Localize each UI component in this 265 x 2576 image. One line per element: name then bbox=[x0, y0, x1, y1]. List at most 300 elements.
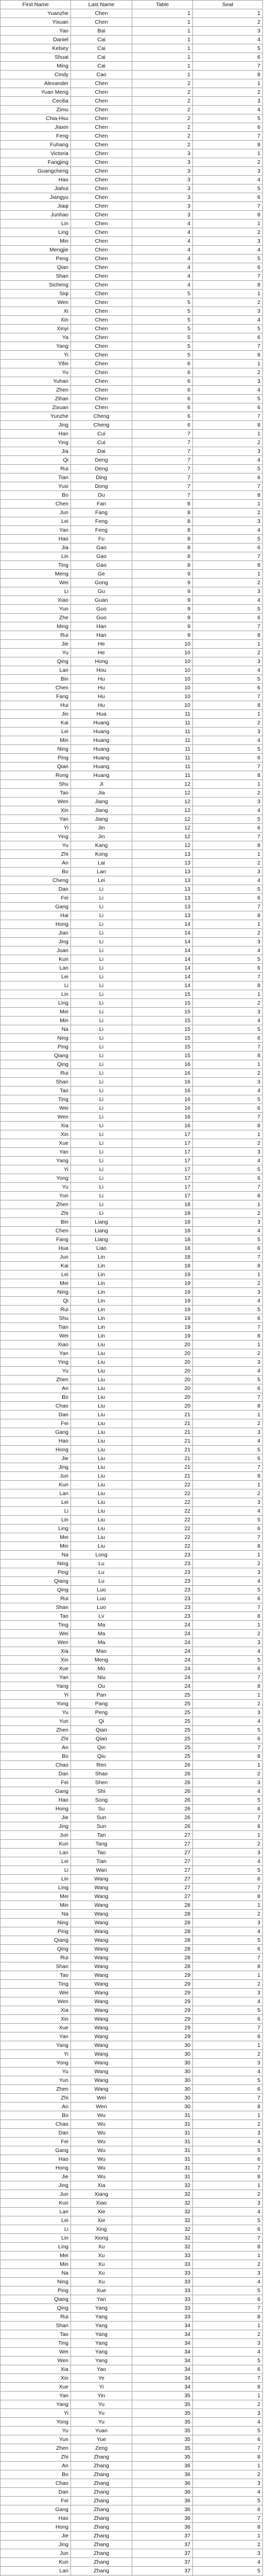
seat-number-cell[interactable]: 3 bbox=[193, 1638, 263, 1647]
table-number-cell[interactable]: 32 bbox=[132, 2225, 193, 2234]
first-name-cell[interactable]: Mei bbox=[1, 1008, 71, 1016]
seat-number-cell[interactable]: 8 bbox=[193, 2103, 263, 2111]
first-name-cell[interactable]: Tao bbox=[1, 1612, 71, 1621]
last-name-cell[interactable]: Liu bbox=[71, 1489, 132, 1498]
first-name-cell[interactable]: Shu bbox=[1, 780, 71, 789]
last-name-cell[interactable]: Chen bbox=[71, 333, 132, 342]
seat-number-cell[interactable]: 7 bbox=[193, 1743, 263, 1752]
last-name-cell[interactable]: Cheng bbox=[71, 412, 132, 421]
first-name-cell[interactable]: Yunzhe bbox=[1, 412, 71, 421]
first-name-cell[interactable]: Hua bbox=[1, 1244, 71, 1253]
first-name-cell[interactable]: Min bbox=[1, 1542, 71, 1551]
table-number-cell[interactable]: 16 bbox=[132, 1069, 193, 1078]
first-name-cell[interactable]: Qing bbox=[1, 1060, 71, 1069]
table-number-cell[interactable]: 2 bbox=[132, 97, 193, 106]
last-name-cell[interactable]: Hu bbox=[71, 692, 132, 701]
first-name-cell[interactable]: Ting bbox=[1, 561, 71, 570]
seat-number-cell[interactable]: 2 bbox=[193, 2540, 263, 2549]
seat-number-cell[interactable]: 2 bbox=[193, 1489, 263, 1498]
last-name-cell[interactable]: Jiang bbox=[71, 806, 132, 815]
seat-number-cell[interactable]: 5 bbox=[193, 955, 263, 964]
first-name-cell[interactable]: Tao bbox=[1, 1971, 71, 1980]
last-name-cell[interactable]: Fang bbox=[71, 509, 132, 517]
seat-number-cell[interactable]: 3 bbox=[193, 1498, 263, 1507]
table-number-cell[interactable]: 33 bbox=[132, 2295, 193, 2304]
table-number-cell[interactable]: 6 bbox=[132, 368, 193, 377]
first-name-cell[interactable]: Qing bbox=[1, 657, 71, 666]
first-name-cell[interactable]: Tao bbox=[1, 2330, 71, 2339]
first-name-cell[interactable]: Jiaxin bbox=[1, 123, 71, 132]
table-number-cell[interactable]: 32 bbox=[132, 2190, 193, 2199]
seat-number-cell[interactable]: 4 bbox=[193, 1997, 263, 2006]
table-number-cell[interactable]: 20 bbox=[132, 1341, 193, 1349]
first-name-cell[interactable]: Jie bbox=[1, 640, 71, 649]
last-name-cell[interactable]: Wang bbox=[71, 1971, 132, 1980]
seat-number-cell[interactable]: 5 bbox=[193, 675, 263, 684]
last-name-cell[interactable]: Zhang bbox=[71, 2558, 132, 2567]
first-name-cell[interactable]: Wei bbox=[1, 579, 71, 587]
seat-number-cell[interactable]: 7 bbox=[193, 132, 263, 141]
first-name-cell[interactable]: Jun bbox=[1, 1253, 71, 1262]
seat-number-cell[interactable]: 2 bbox=[193, 438, 263, 447]
table-number-cell[interactable]: 25 bbox=[132, 1735, 193, 1743]
table-number-cell[interactable]: 17 bbox=[132, 1130, 193, 1139]
last-name-cell[interactable]: Yuan bbox=[71, 2427, 132, 2435]
seat-number-cell[interactable]: 5 bbox=[193, 1446, 263, 1454]
seat-number-cell[interactable]: 8 bbox=[193, 911, 263, 920]
first-name-cell[interactable]: Yun bbox=[1, 1717, 71, 1726]
seat-number-cell[interactable]: 5 bbox=[193, 815, 263, 824]
table-number-cell[interactable]: 33 bbox=[132, 2313, 193, 2321]
table-number-cell[interactable]: 7 bbox=[132, 473, 193, 482]
seat-number-cell[interactable]: 1 bbox=[193, 1411, 263, 1419]
table-number-cell[interactable]: 31 bbox=[132, 2120, 193, 2129]
last-name-cell[interactable]: Xiong bbox=[71, 2234, 132, 2243]
last-name-cell[interactable]: Chen bbox=[71, 202, 132, 211]
first-name-cell[interactable]: Ting bbox=[1, 2339, 71, 2348]
last-name-cell[interactable]: Yu bbox=[71, 2418, 132, 2427]
first-name-cell[interactable]: Bo bbox=[1, 2470, 71, 2479]
table-number-cell[interactable]: 34 bbox=[132, 2339, 193, 2348]
seat-number-cell[interactable]: 8 bbox=[193, 771, 263, 780]
seat-number-cell[interactable]: 4 bbox=[193, 876, 263, 885]
table-number-cell[interactable]: 33 bbox=[132, 2251, 193, 2260]
first-name-cell[interactable]: Jun bbox=[1, 2190, 71, 2199]
seat-number-cell[interactable]: 8 bbox=[193, 981, 263, 990]
last-name-cell[interactable]: Lin bbox=[71, 1314, 132, 1323]
seat-number-cell[interactable]: 7 bbox=[193, 762, 263, 771]
first-name-cell[interactable]: Lan bbox=[1, 2208, 71, 2216]
first-name-cell[interactable]: Mei bbox=[1, 1533, 71, 1542]
first-name-cell[interactable]: Qiang bbox=[1, 1052, 71, 1060]
seat-number-cell[interactable]: 8 bbox=[193, 2523, 263, 2532]
last-name-cell[interactable]: Liu bbox=[71, 1428, 132, 1437]
last-name-cell[interactable]: Chen bbox=[71, 290, 132, 298]
last-name-cell[interactable]: Huang bbox=[71, 736, 132, 745]
table-number-cell[interactable]: 3 bbox=[132, 167, 193, 176]
last-name-cell[interactable]: Hu bbox=[71, 675, 132, 684]
first-name-cell[interactable]: Zhi bbox=[1, 850, 71, 859]
first-name-cell[interactable]: Wei bbox=[1, 1104, 71, 1113]
table-number-cell[interactable]: 18 bbox=[132, 1235, 193, 1244]
seat-number-cell[interactable]: 2 bbox=[193, 1349, 263, 1358]
table-number-cell[interactable]: 21 bbox=[132, 1419, 193, 1428]
last-name-cell[interactable]: Jin bbox=[71, 833, 132, 841]
first-name-cell[interactable]: Fangjing bbox=[1, 158, 71, 167]
last-name-cell[interactable]: Li bbox=[71, 885, 132, 894]
first-name-cell[interactable]: Ming bbox=[1, 62, 71, 71]
last-name-cell[interactable]: Yang bbox=[71, 2313, 132, 2321]
last-name-cell[interactable]: Han bbox=[71, 622, 132, 631]
first-name-cell[interactable]: Qi bbox=[1, 1297, 71, 1306]
first-name-cell[interactable]: Tao bbox=[1, 1087, 71, 1095]
first-name-cell[interactable]: Lei bbox=[1, 973, 71, 981]
seat-number-cell[interactable]: 3 bbox=[193, 1708, 263, 1717]
last-name-cell[interactable]: Wang bbox=[71, 2085, 132, 2094]
last-name-cell[interactable]: Wu bbox=[71, 2120, 132, 2129]
seat-number-cell[interactable]: 8 bbox=[193, 1612, 263, 1621]
table-number-cell[interactable]: 21 bbox=[132, 1446, 193, 1454]
table-number-cell[interactable]: 6 bbox=[132, 386, 193, 395]
first-name-cell[interactable]: Hui bbox=[1, 701, 71, 710]
table-number-cell[interactable]: 9 bbox=[132, 579, 193, 587]
table-number-cell[interactable]: 19 bbox=[132, 1332, 193, 1341]
last-name-cell[interactable]: Li bbox=[71, 1043, 132, 1052]
last-name-cell[interactable]: Peng bbox=[71, 1708, 132, 1717]
seat-number-cell[interactable]: 1 bbox=[193, 79, 263, 88]
seat-number-cell[interactable]: 1 bbox=[193, 9, 263, 18]
first-name-cell[interactable]: Rui bbox=[1, 2313, 71, 2321]
table-number-cell[interactable]: 36 bbox=[132, 2514, 193, 2523]
last-name-cell[interactable]: Huang bbox=[71, 745, 132, 754]
last-name-cell[interactable]: Chen bbox=[71, 167, 132, 176]
first-name-cell[interactable]: Yun bbox=[1, 1192, 71, 1200]
first-name-cell[interactable]: Wei bbox=[1, 1630, 71, 1638]
seat-number-cell[interactable]: 6 bbox=[193, 1524, 263, 1533]
table-number-cell[interactable]: 4 bbox=[132, 255, 193, 263]
first-name-cell[interactable]: Kun bbox=[1, 1481, 71, 1489]
last-name-cell[interactable]: Qian bbox=[71, 1726, 132, 1735]
seat-number-cell[interactable]: 7 bbox=[193, 2164, 263, 2173]
seat-number-cell[interactable]: 6 bbox=[193, 1104, 263, 1113]
seat-number-cell[interactable]: 7 bbox=[193, 2094, 263, 2103]
table-number-cell[interactable]: 24 bbox=[132, 1621, 193, 1630]
table-number-cell[interactable]: 11 bbox=[132, 736, 193, 745]
table-number-cell[interactable]: 21 bbox=[132, 1411, 193, 1419]
last-name-cell[interactable]: Liu bbox=[71, 1367, 132, 1376]
seat-number-cell[interactable]: 5 bbox=[193, 2216, 263, 2225]
seat-number-cell[interactable]: 3 bbox=[193, 2549, 263, 2558]
last-name-cell[interactable]: Liu bbox=[71, 1341, 132, 1349]
seat-number-cell[interactable]: 5 bbox=[193, 1516, 263, 1524]
first-name-cell[interactable]: Dan bbox=[1, 1770, 71, 1778]
last-name-cell[interactable]: Li bbox=[71, 1034, 132, 1043]
seat-number-cell[interactable]: 8 bbox=[193, 71, 263, 79]
seat-number-cell[interactable]: 1 bbox=[193, 1551, 263, 1560]
first-name-cell[interactable]: Yan bbox=[1, 1148, 71, 1157]
seat-number-cell[interactable]: 4 bbox=[193, 806, 263, 815]
first-name-cell[interactable]: Gang bbox=[1, 1787, 71, 1796]
last-name-cell[interactable]: Chen bbox=[71, 237, 132, 246]
table-number-cell[interactable]: 32 bbox=[132, 2216, 193, 2225]
first-name-cell[interactable]: Lin bbox=[1, 1875, 71, 1884]
table-number-cell[interactable]: 7 bbox=[132, 447, 193, 456]
first-name-cell[interactable]: Ying bbox=[1, 833, 71, 841]
last-name-cell[interactable]: Fan bbox=[71, 500, 132, 509]
table-number-cell[interactable]: 4 bbox=[132, 237, 193, 246]
first-name-cell[interactable]: Wen bbox=[1, 298, 71, 307]
table-number-cell[interactable]: 17 bbox=[132, 1157, 193, 1165]
first-name-cell[interactable]: Han bbox=[1, 430, 71, 438]
last-name-cell[interactable]: Cai bbox=[71, 44, 132, 53]
table-number-cell[interactable]: 29 bbox=[132, 1980, 193, 1989]
last-name-cell[interactable]: Hou bbox=[71, 666, 132, 675]
seat-number-cell[interactable]: 8 bbox=[193, 1262, 263, 1270]
seat-number-cell[interactable]: 6 bbox=[193, 333, 263, 342]
last-name-cell[interactable]: Deng bbox=[71, 465, 132, 473]
seat-number-cell[interactable]: 3 bbox=[193, 167, 263, 176]
table-number-cell[interactable]: 27 bbox=[132, 1831, 193, 1840]
table-number-cell[interactable]: 26 bbox=[132, 1814, 193, 1822]
last-name-cell[interactable]: Xia bbox=[71, 2181, 132, 2190]
first-name-cell[interactable]: Kun bbox=[1, 2199, 71, 2208]
first-name-cell[interactable]: Li bbox=[1, 587, 71, 596]
seat-number-cell[interactable]: 8 bbox=[193, 1332, 263, 1341]
table-number-cell[interactable]: 17 bbox=[132, 1148, 193, 1157]
first-name-cell[interactable]: Gang bbox=[1, 2505, 71, 2514]
table-number-cell[interactable]: 23 bbox=[132, 1586, 193, 1595]
last-name-cell[interactable]: Liu bbox=[71, 1533, 132, 1542]
seat-number-cell[interactable]: 7 bbox=[193, 1463, 263, 1472]
first-name-cell[interactable]: Xin bbox=[1, 2015, 71, 2024]
first-name-cell[interactable]: Zhen bbox=[1, 1376, 71, 1384]
table-number-cell[interactable]: 29 bbox=[132, 2015, 193, 2024]
first-name-cell[interactable]: Xin bbox=[1, 2374, 71, 2383]
table-number-cell[interactable]: 12 bbox=[132, 815, 193, 824]
table-number-cell[interactable]: 15 bbox=[132, 990, 193, 999]
seat-number-cell[interactable]: 6 bbox=[193, 1665, 263, 1673]
last-name-cell[interactable]: Ji bbox=[71, 780, 132, 789]
last-name-cell[interactable]: Yang bbox=[71, 2348, 132, 2357]
seat-number-cell[interactable]: 5 bbox=[193, 2567, 263, 2575]
seat-number-cell[interactable]: 4 bbox=[193, 1717, 263, 1726]
seat-number-cell[interactable]: 5 bbox=[193, 1025, 263, 1034]
table-number-cell[interactable]: 8 bbox=[132, 561, 193, 570]
last-name-cell[interactable]: Li bbox=[71, 1174, 132, 1183]
table-number-cell[interactable]: 10 bbox=[132, 684, 193, 692]
seat-number-cell[interactable]: 1 bbox=[193, 2532, 263, 2540]
last-name-cell[interactable]: Lu bbox=[71, 1560, 132, 1568]
last-name-cell[interactable]: Ou bbox=[71, 1682, 132, 1691]
first-name-cell[interactable]: Yu bbox=[1, 2067, 71, 2076]
table-number-cell[interactable]: 32 bbox=[132, 2234, 193, 2243]
first-name-cell[interactable]: Ning bbox=[1, 1034, 71, 1043]
table-number-cell[interactable]: 19 bbox=[132, 1288, 193, 1297]
first-name-cell[interactable]: Gang bbox=[1, 1428, 71, 1437]
seat-number-cell[interactable]: 2 bbox=[193, 719, 263, 727]
table-number-cell[interactable]: 5 bbox=[132, 325, 193, 333]
seat-number-cell[interactable]: 3 bbox=[193, 2479, 263, 2488]
first-name-cell[interactable]: Peng bbox=[1, 255, 71, 263]
table-number-cell[interactable]: 30 bbox=[132, 2094, 193, 2103]
table-number-cell[interactable]: 16 bbox=[132, 1060, 193, 1069]
first-name-cell[interactable]: Ning bbox=[1, 745, 71, 754]
seat-number-cell[interactable]: 5 bbox=[193, 184, 263, 193]
last-name-cell[interactable]: Li bbox=[71, 990, 132, 999]
table-number-cell[interactable]: 11 bbox=[132, 745, 193, 754]
first-name-cell[interactable]: Qian bbox=[1, 762, 71, 771]
seat-number-cell[interactable]: 2 bbox=[193, 2400, 263, 2409]
seat-number-cell[interactable]: 2 bbox=[193, 18, 263, 27]
first-name-cell[interactable]: Lin bbox=[1, 219, 71, 228]
table-number-cell[interactable]: 29 bbox=[132, 2032, 193, 2041]
last-name-cell[interactable]: Li bbox=[71, 1165, 132, 1174]
last-name-cell[interactable]: Li bbox=[71, 894, 132, 903]
last-name-cell[interactable]: Li bbox=[71, 1139, 132, 1148]
first-name-cell[interactable]: Lin bbox=[1, 2234, 71, 2243]
table-number-cell[interactable]: 20 bbox=[132, 1349, 193, 1358]
last-name-cell[interactable]: Zhang bbox=[71, 2523, 132, 2532]
last-name-cell[interactable]: He bbox=[71, 649, 132, 657]
table-number-cell[interactable]: 32 bbox=[132, 2181, 193, 2190]
table-number-cell[interactable]: 31 bbox=[132, 2146, 193, 2155]
seat-number-cell[interactable]: 2 bbox=[193, 1980, 263, 1989]
seat-number-cell[interactable]: 2 bbox=[193, 789, 263, 798]
last-name-cell[interactable]: Chen bbox=[71, 386, 132, 395]
last-name-cell[interactable]: Wang bbox=[71, 1919, 132, 1927]
last-name-cell[interactable]: Shen bbox=[71, 1778, 132, 1787]
last-name-cell[interactable]: Yu bbox=[71, 2400, 132, 2409]
last-name-cell[interactable]: Li bbox=[71, 920, 132, 929]
last-name-cell[interactable]: Luo bbox=[71, 1595, 132, 1603]
table-number-cell[interactable]: 14 bbox=[132, 981, 193, 990]
table-number-cell[interactable]: 14 bbox=[132, 955, 193, 964]
seat-number-cell[interactable]: 4 bbox=[193, 1647, 263, 1656]
first-name-cell[interactable]: Yi bbox=[1, 1165, 71, 1174]
last-name-cell[interactable]: Gao bbox=[71, 544, 132, 552]
seat-number-cell[interactable]: 4 bbox=[193, 2558, 263, 2567]
first-name-cell[interactable]: Shan bbox=[1, 1078, 71, 1087]
table-number-cell[interactable]: 21 bbox=[132, 1472, 193, 1481]
seat-number-cell[interactable]: 3 bbox=[193, 27, 263, 36]
first-name-cell[interactable]: Mengjie bbox=[1, 246, 71, 255]
last-name-cell[interactable]: Xie bbox=[71, 2216, 132, 2225]
seat-number-cell[interactable]: 4 bbox=[193, 2348, 263, 2357]
first-name-cell[interactable]: Ping bbox=[1, 754, 71, 762]
seat-number-cell[interactable]: 8 bbox=[193, 1892, 263, 1901]
last-name-cell[interactable]: Wan bbox=[71, 1866, 132, 1875]
last-name-cell[interactable]: Qiu bbox=[71, 1752, 132, 1761]
seat-number-cell[interactable]: 1 bbox=[193, 1971, 263, 1980]
last-name-cell[interactable]: Chen bbox=[71, 106, 132, 114]
table-number-cell[interactable]: 33 bbox=[132, 2278, 193, 2286]
first-name-cell[interactable]: Rui bbox=[1, 1595, 71, 1603]
seat-number-cell[interactable]: 5 bbox=[193, 605, 263, 614]
last-name-cell[interactable]: Li bbox=[71, 1148, 132, 1157]
seat-number-cell[interactable]: 2 bbox=[193, 1560, 263, 1568]
last-name-cell[interactable]: Wang bbox=[71, 2006, 132, 2015]
first-name-cell[interactable]: Siqi bbox=[1, 290, 71, 298]
table-number-cell[interactable]: 30 bbox=[132, 2041, 193, 2050]
last-name-cell[interactable]: Chen bbox=[71, 18, 132, 27]
first-name-cell[interactable]: Rong bbox=[1, 771, 71, 780]
last-name-cell[interactable]: Pan bbox=[71, 1691, 132, 1700]
table-number-cell[interactable]: 28 bbox=[132, 1936, 193, 1945]
last-name-cell[interactable]: Cheng bbox=[71, 421, 132, 430]
table-number-cell[interactable]: 18 bbox=[132, 1244, 193, 1253]
seat-number-cell[interactable]: 6 bbox=[193, 894, 263, 903]
first-name-cell[interactable]: Jing bbox=[1, 1822, 71, 1831]
last-name-cell[interactable]: Li bbox=[71, 981, 132, 990]
seat-number-cell[interactable]: 2 bbox=[193, 298, 263, 307]
table-number-cell[interactable]: 3 bbox=[132, 193, 193, 202]
first-name-cell[interactable]: Jiaqi bbox=[1, 202, 71, 211]
first-name-cell[interactable]: Ning bbox=[1, 1560, 71, 1568]
first-name-cell[interactable]: Yong bbox=[1, 2418, 71, 2427]
seat-number-cell[interactable]: 1 bbox=[193, 1831, 263, 1840]
last-name-cell[interactable]: Lin bbox=[71, 1323, 132, 1332]
seat-number-cell[interactable]: 1 bbox=[193, 500, 263, 509]
table-number-cell[interactable]: 11 bbox=[132, 754, 193, 762]
last-name-cell[interactable]: Chen bbox=[71, 114, 132, 123]
seat-number-cell[interactable]: 7 bbox=[193, 1603, 263, 1612]
seat-number-cell[interactable]: 5 bbox=[193, 1306, 263, 1314]
seat-number-cell[interactable]: 3 bbox=[193, 1218, 263, 1227]
table-number-cell[interactable]: 5 bbox=[132, 307, 193, 316]
last-name-cell[interactable]: Ma bbox=[71, 1638, 132, 1647]
seat-number-cell[interactable]: 6 bbox=[193, 193, 263, 202]
last-name-cell[interactable]: Xiao bbox=[71, 2199, 132, 2208]
first-name-cell[interactable]: Na bbox=[1, 1910, 71, 1919]
seat-number-cell[interactable]: 3 bbox=[193, 657, 263, 666]
last-name-cell[interactable]: Liu bbox=[71, 1507, 132, 1516]
last-name-cell[interactable]: Lu bbox=[71, 1577, 132, 1586]
last-name-cell[interactable]: Wu bbox=[71, 2146, 132, 2155]
seat-number-cell[interactable]: 6 bbox=[193, 2295, 263, 2304]
first-name-cell[interactable]: Hao bbox=[1, 2514, 71, 2523]
table-number-cell[interactable]: 19 bbox=[132, 1306, 193, 1314]
first-name-cell[interactable]: Tian bbox=[1, 1323, 71, 1332]
seat-number-cell[interactable]: 3 bbox=[193, 2409, 263, 2418]
last-name-cell[interactable]: Liang bbox=[71, 1235, 132, 1244]
last-name-cell[interactable]: Yu bbox=[71, 2409, 132, 2418]
last-name-cell[interactable]: Dai bbox=[71, 447, 132, 456]
seat-number-cell[interactable]: 8 bbox=[193, 1682, 263, 1691]
table-number-cell[interactable]: 19 bbox=[132, 1323, 193, 1332]
header-last-name[interactable]: Last Name bbox=[71, 1, 132, 9]
seat-number-cell[interactable]: 8 bbox=[193, 491, 263, 500]
seat-number-cell[interactable]: 2 bbox=[193, 929, 263, 938]
table-number-cell[interactable]: 26 bbox=[132, 1822, 193, 1831]
table-number-cell[interactable]: 11 bbox=[132, 710, 193, 719]
table-number-cell[interactable]: 6 bbox=[132, 395, 193, 403]
seat-number-cell[interactable]: 3 bbox=[193, 727, 263, 736]
last-name-cell[interactable]: Gao bbox=[71, 561, 132, 570]
first-name-cell[interactable]: Xia bbox=[1, 2365, 71, 2374]
last-name-cell[interactable]: Feng bbox=[71, 526, 132, 535]
first-name-cell[interactable]: Shan bbox=[1, 1962, 71, 1971]
table-number-cell[interactable]: 15 bbox=[132, 1025, 193, 1034]
table-number-cell[interactable]: 27 bbox=[132, 1892, 193, 1901]
seat-number-cell[interactable]: 8 bbox=[193, 1752, 263, 1761]
table-number-cell[interactable]: 13 bbox=[132, 903, 193, 911]
table-number-cell[interactable]: 3 bbox=[132, 149, 193, 158]
seat-number-cell[interactable]: 4 bbox=[193, 2418, 263, 2427]
seat-number-cell[interactable]: 4 bbox=[193, 1507, 263, 1516]
first-name-cell[interactable]: Shan bbox=[1, 1603, 71, 1612]
first-name-cell[interactable]: Jun bbox=[1, 1472, 71, 1481]
table-number-cell[interactable]: 1 bbox=[132, 53, 193, 62]
